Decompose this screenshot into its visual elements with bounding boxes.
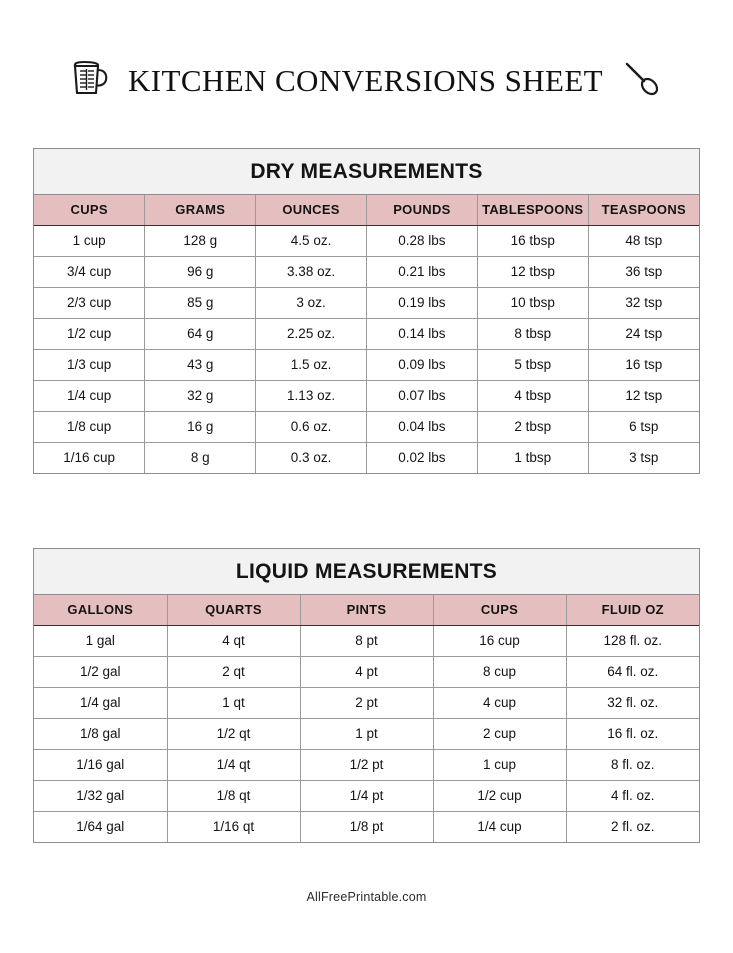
- table-cell: 2/3 cup: [34, 287, 145, 318]
- liquid-table-header-row: [34, 595, 699, 625]
- table-cell: 8 pt: [300, 625, 433, 656]
- table-cell: 1/4 pt: [300, 780, 433, 811]
- table-row: [34, 442, 699, 473]
- table-cell: 1 pt: [300, 718, 433, 749]
- page-title: KITCHEN CONVERSIONS SHEET: [128, 62, 603, 98]
- table-cell: 1/4 cup: [34, 380, 145, 411]
- table-cell: 4.5 oz.: [256, 225, 367, 256]
- table-cell: 1/2 qt: [167, 718, 300, 749]
- table-cell: 1.13 oz.: [256, 380, 367, 411]
- dry-table-grid: [34, 195, 699, 473]
- table-cell: 3 oz.: [256, 287, 367, 318]
- table-row: [34, 780, 699, 811]
- table-cell: 16 tbsp: [477, 225, 588, 256]
- dry-column-header: TEASPOONS: [588, 195, 699, 225]
- table-cell: 4 tbsp: [477, 380, 588, 411]
- table-cell: 1 cup: [433, 749, 566, 780]
- table-cell: 0.28 lbs: [366, 225, 477, 256]
- table-cell: 128 fl. oz.: [566, 625, 699, 656]
- table-cell: 1/8 pt: [300, 811, 433, 842]
- table-cell: 16 fl. oz.: [566, 718, 699, 749]
- table-cell: 24 tsp: [588, 318, 699, 349]
- table-cell: 0.3 oz.: [256, 442, 367, 473]
- table-cell: 1/8 gal: [34, 718, 167, 749]
- table-cell: 4 fl. oz.: [566, 780, 699, 811]
- table-cell: 0.09 lbs: [366, 349, 477, 380]
- dry-table-body: [34, 225, 699, 473]
- footer-credit: AllFreePrintable.com: [306, 890, 427, 904]
- table-cell: 0.14 lbs: [366, 318, 477, 349]
- table-cell: 1/8 cup: [34, 411, 145, 442]
- table-row: [34, 225, 699, 256]
- dry-table-header-row: [34, 195, 699, 225]
- table-row: [34, 411, 699, 442]
- table-cell: 8 fl. oz.: [566, 749, 699, 780]
- table-cell: 1 gal: [34, 625, 167, 656]
- dry-column-header: GRAMS: [145, 195, 256, 225]
- table-cell: 8 g: [145, 442, 256, 473]
- dry-column-header: TABLESPOONS: [477, 195, 588, 225]
- dry-measurements-table: [33, 148, 700, 474]
- table-cell: 1/2 cup: [433, 780, 566, 811]
- table-cell: 16 cup: [433, 625, 566, 656]
- table-cell: 64 g: [145, 318, 256, 349]
- table-cell: 8 tbsp: [477, 318, 588, 349]
- table-row: [34, 811, 699, 842]
- table-cell: 32 fl. oz.: [566, 687, 699, 718]
- table-row: [34, 256, 699, 287]
- table-cell: 128 g: [145, 225, 256, 256]
- table-cell: 16 g: [145, 411, 256, 442]
- sheet-header: [0, 0, 733, 112]
- table-cell: 12 tbsp: [477, 256, 588, 287]
- table-cell: 43 g: [145, 349, 256, 380]
- liquid-column-header: CUPS: [433, 595, 566, 625]
- table-cell: 1/4 cup: [433, 811, 566, 842]
- liquid-column-header: QUARTS: [167, 595, 300, 625]
- table-row: [34, 625, 699, 656]
- table-cell: 6 tsp: [588, 411, 699, 442]
- table-cell: 1/16 qt: [167, 811, 300, 842]
- table-cell: 0.19 lbs: [366, 287, 477, 318]
- spoon-icon: [621, 57, 663, 104]
- table-cell: 1/3 cup: [34, 349, 145, 380]
- table-cell: 0.04 lbs: [366, 411, 477, 442]
- table-cell: 1/2 pt: [300, 749, 433, 780]
- table-cell: 1.5 oz.: [256, 349, 367, 380]
- table-cell: 1/16 cup: [34, 442, 145, 473]
- table-cell: 1/4 qt: [167, 749, 300, 780]
- table-cell: 3.38 oz.: [256, 256, 367, 287]
- table-row: [34, 687, 699, 718]
- table-cell: 1/2 cup: [34, 318, 145, 349]
- table-row: [34, 287, 699, 318]
- dry-column-header: CUPS: [34, 195, 145, 225]
- table-cell: 96 g: [145, 256, 256, 287]
- liquid-table-body: [34, 625, 699, 842]
- table-cell: 1/8 qt: [167, 780, 300, 811]
- table-cell: 1 cup: [34, 225, 145, 256]
- table-cell: 3 tsp: [588, 442, 699, 473]
- table-cell: 1/32 gal: [34, 780, 167, 811]
- table-cell: 0.02 lbs: [366, 442, 477, 473]
- liquid-table-grid: [34, 595, 699, 842]
- table-cell: 1/4 gal: [34, 687, 167, 718]
- table-cell: 32 g: [145, 380, 256, 411]
- table-cell: 16 tsp: [588, 349, 699, 380]
- table-row: [34, 380, 699, 411]
- table-row: [34, 749, 699, 780]
- table-cell: 1/2 gal: [34, 656, 167, 687]
- table-cell: 10 tbsp: [477, 287, 588, 318]
- table-cell: 1 tbsp: [477, 442, 588, 473]
- table-cell: 48 tsp: [588, 225, 699, 256]
- dry-column-header: OUNCES: [256, 195, 367, 225]
- table-cell: 12 tsp: [588, 380, 699, 411]
- table-cell: 36 tsp: [588, 256, 699, 287]
- liquid-measurements-table: [33, 548, 700, 843]
- table-cell: 0.21 lbs: [366, 256, 477, 287]
- table-cell: 5 tbsp: [477, 349, 588, 380]
- table-cell: 1/16 gal: [34, 749, 167, 780]
- table-cell: 4 qt: [167, 625, 300, 656]
- table-cell: 4 pt: [300, 656, 433, 687]
- table-cell: 4 cup: [433, 687, 566, 718]
- table-cell: 2 pt: [300, 687, 433, 718]
- table-cell: 2 cup: [433, 718, 566, 749]
- liquid-column-header: GALLONS: [34, 595, 167, 625]
- table-row: [34, 656, 699, 687]
- table-cell: 1 qt: [167, 687, 300, 718]
- table-cell: 8 cup: [433, 656, 566, 687]
- table-row: [34, 718, 699, 749]
- table-cell: 0.07 lbs: [366, 380, 477, 411]
- table-cell: 2 fl. oz.: [566, 811, 699, 842]
- liquid-column-header: PINTS: [300, 595, 433, 625]
- table-cell: 1/64 gal: [34, 811, 167, 842]
- table-row: [34, 318, 699, 349]
- dry-table-title: DRY MEASUREMENTS: [34, 149, 699, 195]
- table-cell: 2.25 oz.: [256, 318, 367, 349]
- dry-column-header: POUNDS: [366, 195, 477, 225]
- table-row: [34, 349, 699, 380]
- measuring-cup-icon: [70, 57, 110, 104]
- table-cell: 32 tsp: [588, 287, 699, 318]
- table-cell: 0.6 oz.: [256, 411, 367, 442]
- liquid-column-header: FLUID OZ: [566, 595, 699, 625]
- table-cell: 64 fl. oz.: [566, 656, 699, 687]
- liquid-table-title: LIQUID MEASUREMENTS: [34, 549, 699, 595]
- table-cell: 3/4 cup: [34, 256, 145, 287]
- table-cell: 85 g: [145, 287, 256, 318]
- table-cell: 2 tbsp: [477, 411, 588, 442]
- table-cell: 2 qt: [167, 656, 300, 687]
